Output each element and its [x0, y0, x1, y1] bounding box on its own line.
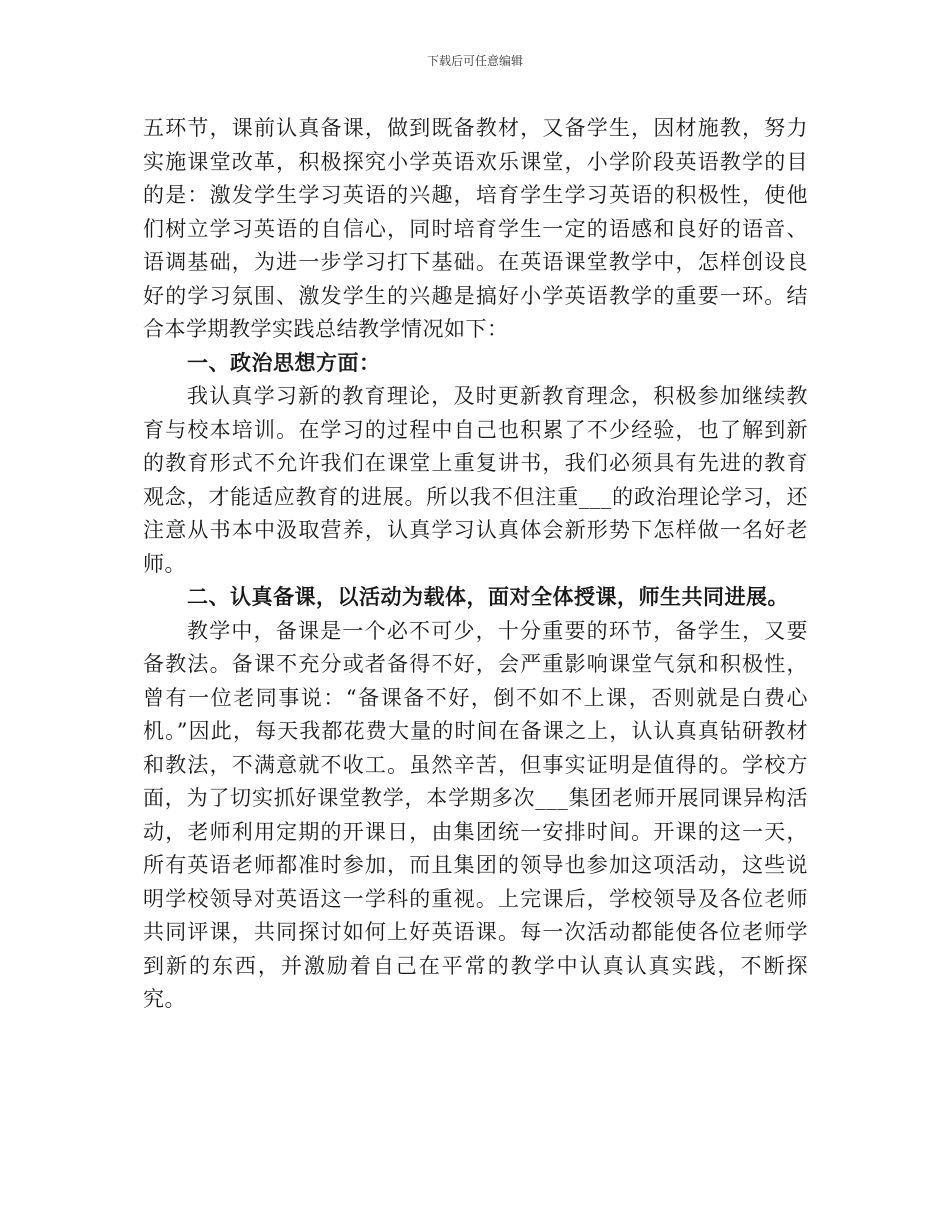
section-heading-political: 一、政治思想方面： [187, 350, 381, 375]
document-body [143, 112, 808, 1017]
paragraph-political: 我认真学习新的教育理论，及时更新教育理念，积极参加继续教育与校本培训。在学习的过程中自己也积累了不少经验，也了解到新的教育形式不允许我们在课堂上重复讲书，我们必须具有先进的教育观念，才能适应教育的进展。所以我不但注重___的政治理论学习，还注意从书本中汲取营养，认真学习认真体会新形势下怎样做一名好老师。 [143, 384, 808, 576]
paragraph-intro: 五环节，课前认真备课，做到既备教材，又备学生，因材施教，努力实施课堂改革，积极探究小学英语欢乐课堂，小学阶段英语教学的目的是：激发学生学习英语的兴趣，培育学生学习英语的积极性，使他们树立学习英语的自信心，同时培育学生一定的语感和良好的语音、语调基础，为进一步学习打下基础。在英语课堂教学中，怎样创设良好的学习氛围、激发学生的兴趣是搞好小学英语教学的重要一环。结合本学期教学实践总结教学情况如下： [143, 116, 808, 341]
paragraph-lesson-prep: 教学中，备课是一个必不可少，十分重要的环节，备学生，又要备教法。备课不充分或者备得不好，会严重影响课堂气氛和积极性，曾有一位老同事说：“备课备不好，倒不如不上课，否则就是白费心机。”因此，每天我都花费大量的时间在备课之上，认认真真钻研教材和教法，不满意就不收工。虽然辛苦，但事实证明是值得的。学校方面，为了切实抓好课堂教学，本学期多次___集团老师开展同课异构活动，老师利用定期的开课日，由集团统一安排时间。开课的这一天，所有英语老师都准时参加，而且集团的领导也参加这项活动，这些说明学校领导对英语这一学科的重视。上完课后，学校领导及各位老师共同评课，共同探讨如何上好英语课。每一次活动都能使各位老师学到新的东西，并激励着自己在平常的教学中认真认真实践，不断探究。 [143, 618, 808, 1011]
page-header-note: 下载后可任意编辑 [426, 54, 523, 68]
section-heading-lesson-prep: 二、认真备课，以活动为载体，面对全体授课，师生共同进展。 [187, 585, 789, 609]
